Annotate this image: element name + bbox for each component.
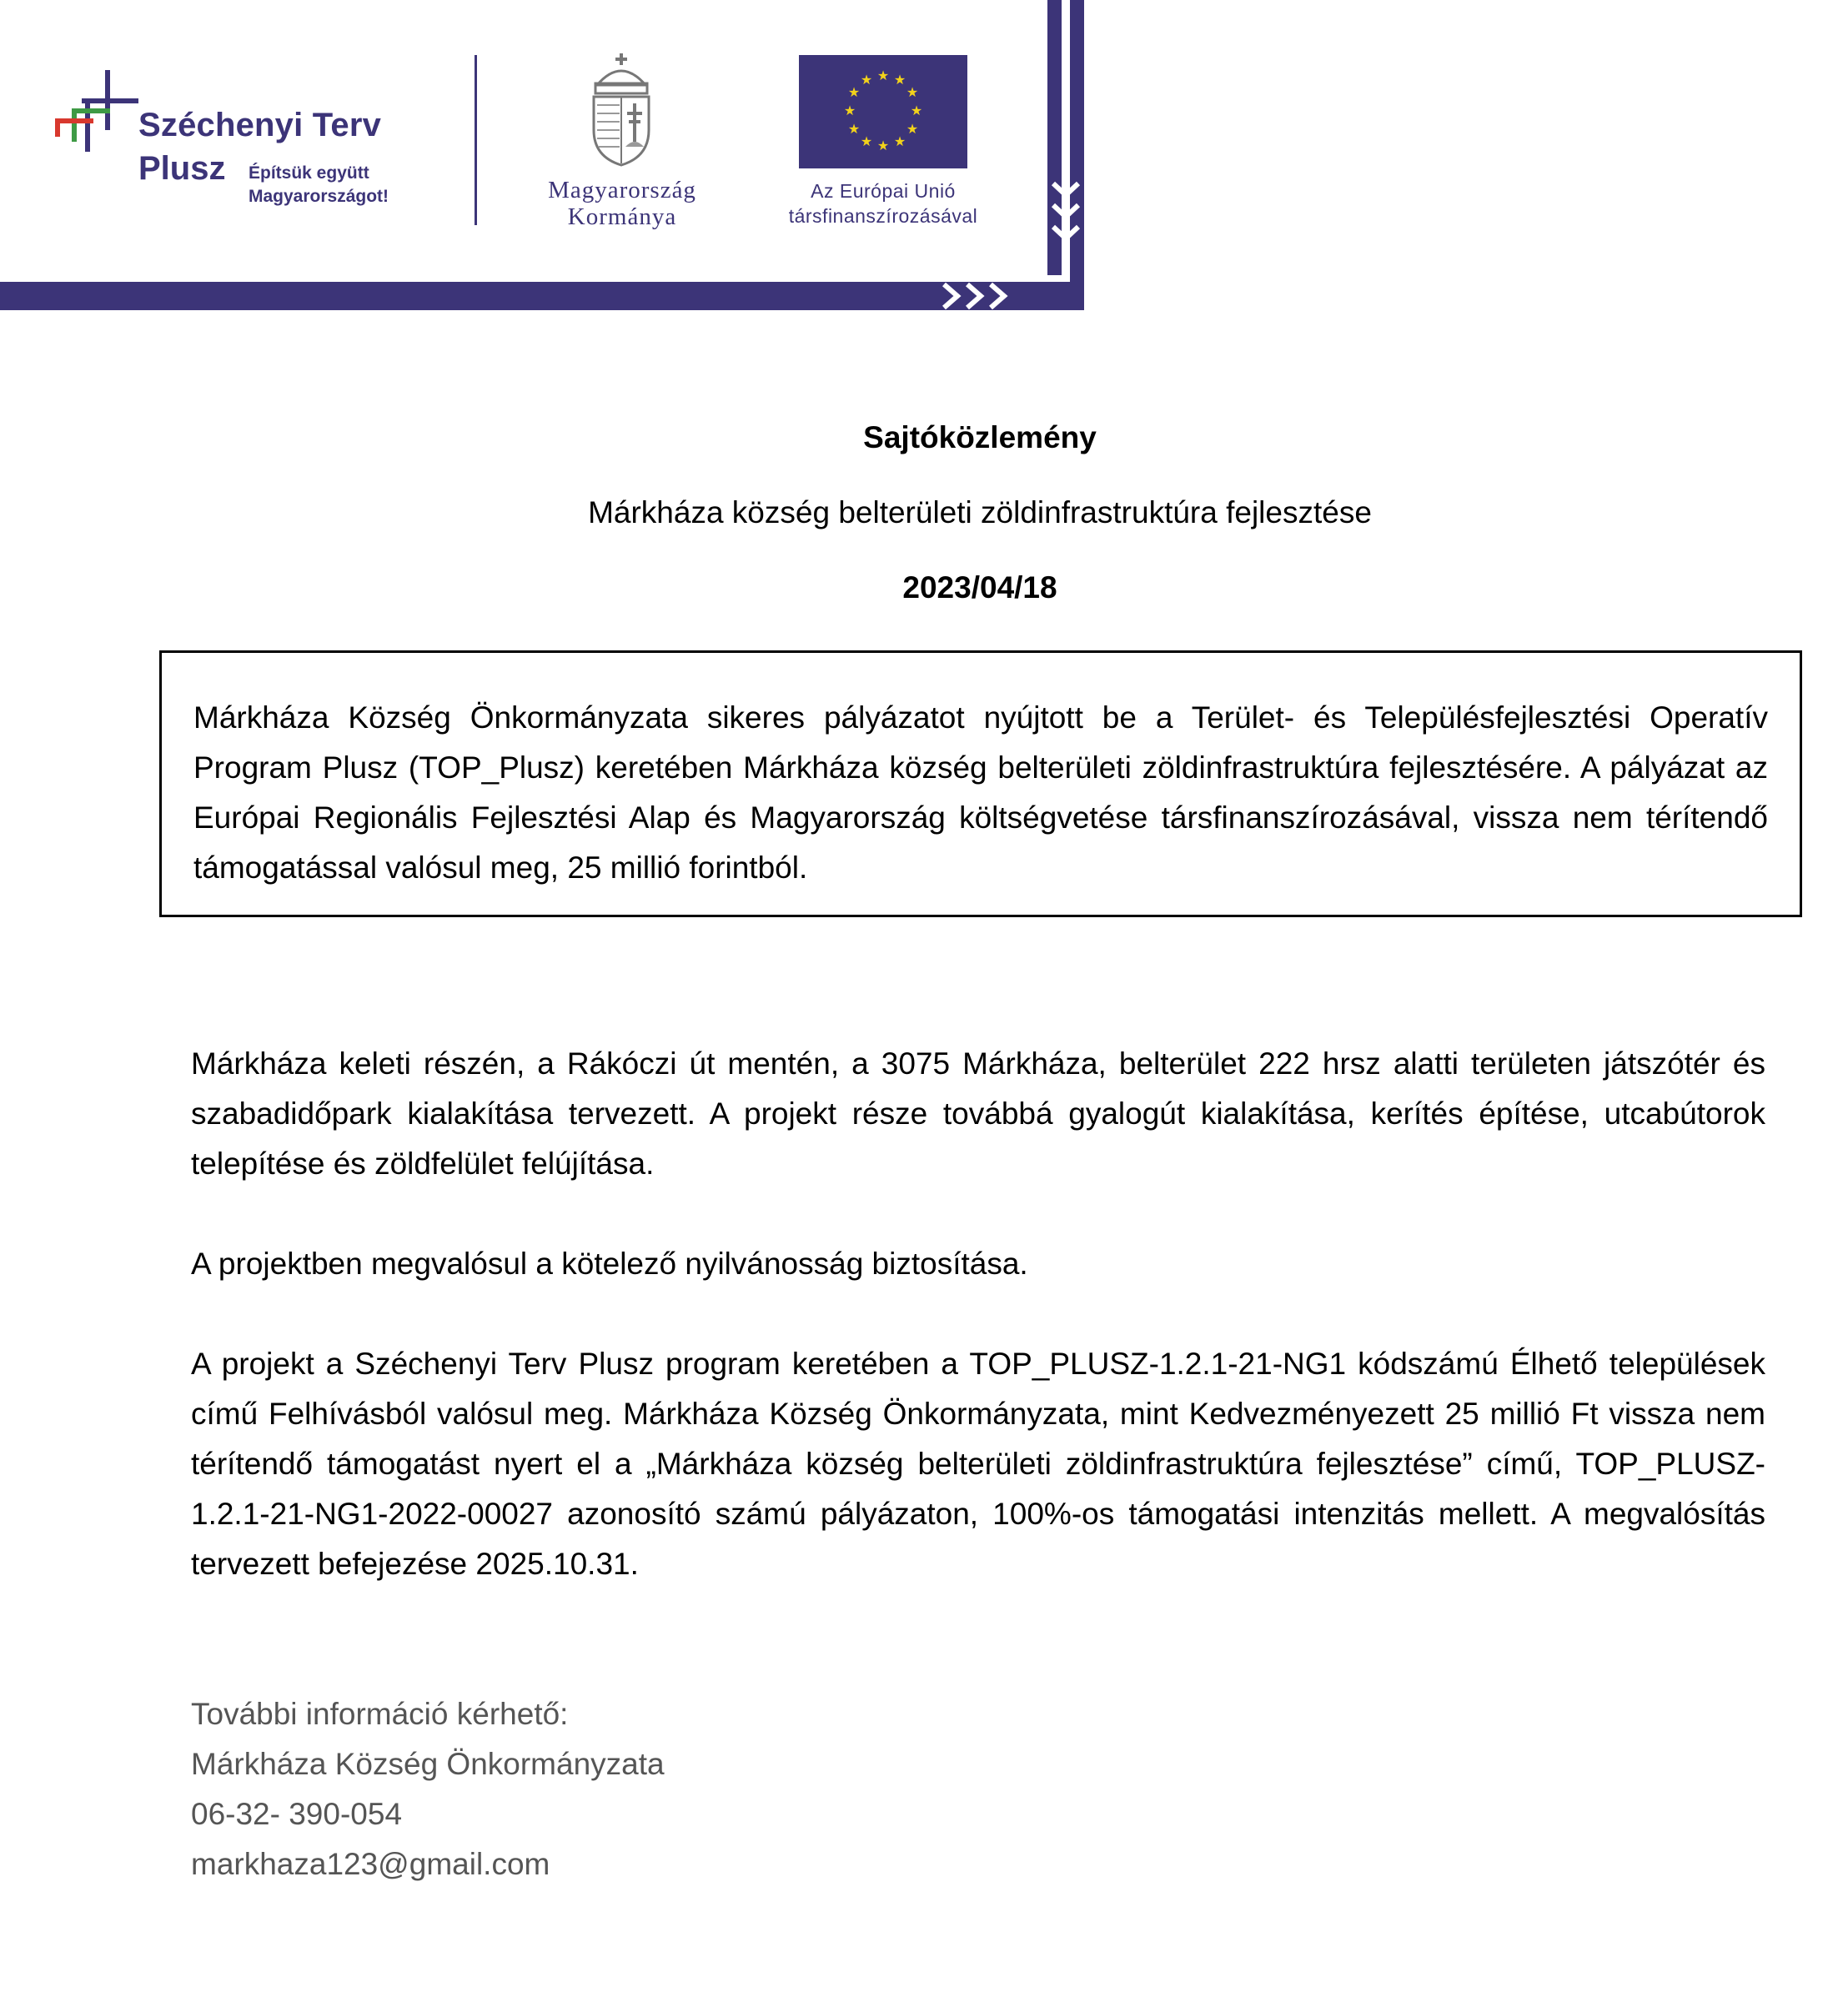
svg-text:★: ★ (910, 103, 923, 118)
logo-divider (475, 55, 477, 225)
svg-text:★: ★ (847, 121, 861, 137)
body-paragraph: Márkháza keleti részén, a Rákóczi út mentén, a 3075 Márkháza, belterület 222 hrsz alatti területen játszótér és szabadidőpark kialakítása tervezett. A projekt része továbbá gyalogút kialakítása, kerítés építése, utcabútorok telepítése és zöldfelület felújítása. (191, 1046, 1765, 1181)
svg-text:★: ★ (860, 72, 873, 88)
banner-frame-bottom (0, 282, 1084, 310)
chevron-right-icon (941, 282, 962, 310)
svg-text:★: ★ (860, 133, 873, 149)
body-paragraph: A projekt a Széchenyi Terv Plusz program keretében a TOP_PLUSZ-1.2.1-21-NG1 kódszámú Élhető települések című Felhívásból valósul meg. Márkháza Község Önkormányzata, mint Kedvezményezett 25 millió Ft vissza nem térítendő támogatást nyert el a „Márkháza község belterületi zöldinfrastruktúra fejlesztése” című, TOP_PLUSZ-1.2.1-21-NG1-2022-00027 azonosító számú pályázaton, 100%-os támogatási intenzitás mellett. A megvalósítás tervezett befejezése 2025.10.31. (191, 1347, 1765, 1581)
chevron-down-icon (1052, 180, 1080, 200)
szechenyi-terv-slogan (249, 162, 389, 208)
svg-text:★: ★ (876, 68, 890, 83)
contact-email: markhaza123@gmail.com (191, 1847, 550, 1881)
svg-text:★: ★ (893, 72, 906, 88)
eu-flag-icon (799, 55, 967, 168)
chevron-down-icon (1052, 202, 1080, 222)
eu-label (756, 178, 1011, 228)
banner-frame-line (0, 275, 1070, 282)
summary-text: Márkháza Község Önkormányzata sikeres pályázatot nyújtott be a Terület- és Településfejlesztési Operatív Program Plusz (TOP_Plusz) keretében Márkháza község belterületi zöldinfrastruktúra fejlesztésére. A pályázat az Európai Regionális Fejlesztési Alap és Magyarország költségvetése társfinanszírozásával, vissza nem térítendő támogatással valósul meg, 25 millió forintból. (193, 700, 1768, 885)
contact-block (191, 1689, 665, 1889)
svg-text:★: ★ (893, 133, 906, 149)
szechenyi-terv-title: Széchenyi Terv (138, 107, 382, 143)
coat-of-arms-icon (585, 53, 657, 167)
body-paragraph: A projektben megvalósul a kötelező nyilvánosság biztosítása. (191, 1247, 1028, 1281)
svg-text:★: ★ (843, 103, 856, 118)
chevron-down-icon (1052, 223, 1080, 243)
slogan-line-2: Magyarországot! (249, 187, 389, 206)
government-line-1: Magyarország (548, 177, 696, 203)
svg-text:★: ★ (906, 84, 919, 100)
government-label (509, 177, 736, 230)
eu-line-1: Az Európai Unió (811, 180, 956, 202)
document-subtitle: Márkháza község belterületi zöldinfrastruktúra fejlesztése (588, 495, 1372, 529)
eu-line-2: társfinanszírozásával (788, 205, 978, 227)
summary-box (159, 650, 1802, 917)
svg-text:★: ★ (847, 84, 861, 100)
svg-text:★: ★ (906, 121, 919, 137)
chevron-right-icon (964, 282, 986, 310)
header-banner (0, 0, 1084, 310)
contact-heading: További információ kérhető: (191, 1697, 569, 1731)
government-line-2: Kormánya (567, 203, 677, 230)
szechenyi-terv-plusz: Plusz (138, 150, 226, 187)
szechenyi-terv-logo-icon (53, 70, 145, 162)
chevron-right-icon (987, 282, 1009, 310)
contact-organization: Márkháza Község Önkormányzata (191, 1747, 665, 1781)
document-title: Sajtóközlemény (863, 420, 1097, 454)
contact-phone: 06-32- 390-054 (191, 1797, 403, 1831)
svg-text:★: ★ (876, 138, 890, 153)
document-date: 2023/04/18 (902, 570, 1057, 605)
slogan-line-1: Építsük együtt (249, 163, 369, 183)
